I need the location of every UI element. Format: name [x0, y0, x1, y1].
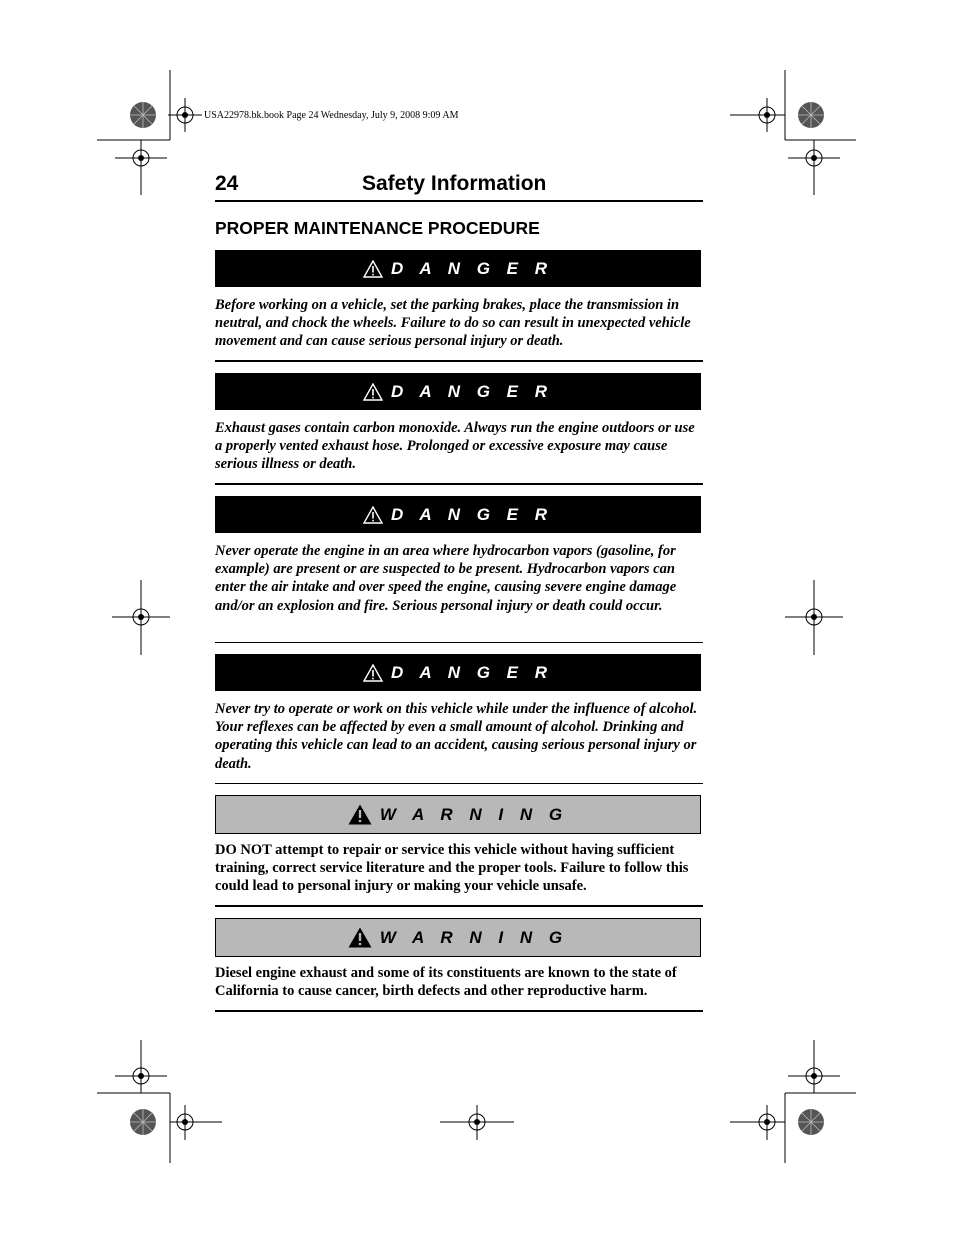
- notice-divider: [215, 1010, 703, 1012]
- danger-banner: [215, 373, 701, 410]
- danger-message: Never operate the engine in an area where hydrocarbon vapors (gasoline, for example) are present or are suspected to be present. Hydrocarbon vapors can enter the air intake and over speed the engine, causing severe engine damage and/or an explosion and fire. Serious personal injury or death could occur.: [215, 543, 677, 614]
- header-rule: [215, 200, 703, 202]
- danger-label: D A N G E R: [390, 662, 554, 682]
- danger-label: D A N G E R: [390, 381, 554, 401]
- danger-message: Before working on a vehicle, set the parking brakes, place the transmission in neutral, and chock the wheels. Failure to do so can result in unexpected vehicle movement and can cause serious personal injury or death.: [215, 297, 691, 350]
- notice-divider: [215, 905, 703, 907]
- warning-message: DO NOT attempt to repair or service this vehicle without having sufficient training, correct service literature and the proper tools. Failure to follow this could lead to personal injury or making your vehicle unsafe.: [215, 842, 689, 895]
- notice-divider: [215, 360, 703, 362]
- warning-triangle-filled-icon: [348, 804, 372, 825]
- page-title: Safety Information: [362, 172, 547, 195]
- warning-label: W A R N I N G: [379, 927, 569, 947]
- warning-banner: [215, 795, 701, 834]
- danger-label: D A N G E R: [390, 504, 554, 524]
- danger-banner: [215, 496, 701, 533]
- notice-divider: [215, 483, 703, 485]
- section-title: PROPER MAINTENANCE PROCEDURE: [215, 218, 540, 238]
- warning-banner: [215, 918, 701, 957]
- danger-banner: [215, 250, 701, 287]
- danger-label: D A N G E R: [390, 258, 554, 278]
- book-slug: USA22978.bk.book Page 24 Wednesday, July 9, 2008 9:09 AM: [204, 110, 459, 121]
- warning-label: W A R N I N G: [379, 804, 569, 824]
- danger-message: Exhaust gases contain carbon monoxide. Always run the engine outdoors or use a properly vented exhaust hose. Prolonged or excessive exposure may cause serious illness or death.: [215, 420, 695, 473]
- warning-triangle-filled-icon: [348, 927, 372, 948]
- danger-banner: [215, 654, 701, 691]
- warning-triangle-outline-icon: [363, 383, 383, 401]
- danger-message: Never try to operate or work on this vehicle while under the influence of alcohol. Your reflexes can be affected by even a small amount of alcohol. Drinking and operating this vehicle can lead to an accident, causing serious personal injury or death.: [215, 701, 698, 772]
- page-number: 24: [215, 172, 239, 195]
- warning-triangle-outline-icon: [363, 260, 383, 278]
- warning-triangle-outline-icon: [363, 506, 383, 524]
- warning-triangle-outline-icon: [363, 664, 383, 682]
- notice-divider: [215, 783, 703, 784]
- warning-message: Diesel engine exhaust and some of its constituents are known to the state of California to cause cancer, birth defects and other reproductive harm.: [215, 965, 677, 1000]
- notice-divider: [215, 642, 703, 643]
